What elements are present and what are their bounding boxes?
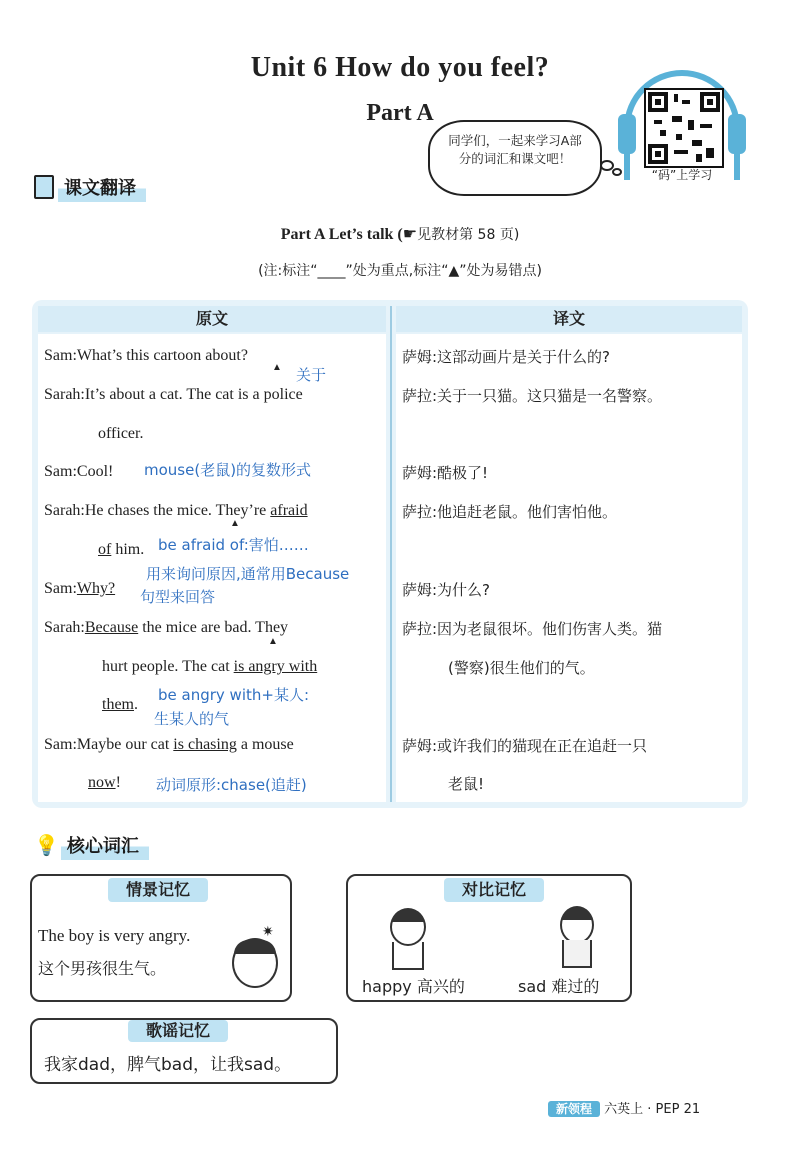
scene-title: 情景记忆	[108, 878, 208, 902]
line-12	[88, 773, 121, 793]
legend-note: (注:标注“____”处为重点,标注“▲”处为易错点)	[258, 263, 542, 279]
triangle-mark: ▲	[268, 636, 278, 647]
line-6	[98, 540, 144, 560]
line-8-c: the mice are bad. They	[138, 619, 289, 636]
line-8	[44, 618, 288, 638]
line-10-b: .	[134, 696, 138, 713]
line-7-key: Why?	[76, 580, 116, 597]
qr-code-icon[interactable]	[644, 88, 724, 168]
line-5-text: Sarah:He chases the mice. They’re	[44, 502, 267, 519]
section-vocab	[34, 830, 149, 860]
contrast-happy: happy 高兴的	[362, 977, 465, 996]
footer-text: 六英上 · PEP 21	[604, 1102, 701, 1117]
line-6-key: of	[98, 541, 112, 558]
annotation-why-1: 用来询问原因,通常用Because	[146, 565, 350, 583]
col-original: 原文	[38, 306, 386, 332]
qr-caption: “码”上学习	[651, 168, 713, 182]
rhyme-text: 我家dad，脾气bad，让我sad。	[44, 1055, 292, 1075]
line-7-text: Sam:	[44, 580, 77, 597]
contrast-sad: sad 难过的	[518, 977, 600, 996]
ear-right	[728, 114, 746, 154]
line-10	[102, 695, 138, 715]
line-8-key: Because	[84, 619, 139, 636]
annotation-angry-1: be angry with+某人:	[158, 686, 309, 704]
annotation-chase: 动词原形:chase(追赶)	[156, 776, 307, 794]
line-12-b: !	[115, 774, 121, 791]
ear-left	[618, 114, 636, 154]
annotation-why-2: 句型来回答	[140, 588, 216, 606]
part-title: Part A	[366, 100, 434, 126]
table-divider	[390, 306, 392, 802]
triangle-mark: ▲	[230, 518, 240, 529]
happy-boy-icon	[390, 908, 426, 946]
annotation-angry-2: 生某人的气	[154, 710, 230, 728]
brand-badge: 新领程	[548, 1101, 600, 1117]
trans-6: 萨拉:因为老鼠很坏。他们伤害人类。猫	[402, 620, 663, 638]
annotation-mouse: mouse(老鼠)的复数形式	[144, 461, 312, 479]
unit-title: Unit 6 How do you feel?	[250, 52, 550, 83]
annotation-about: 关于	[296, 366, 327, 384]
line-8-a: Sarah:	[44, 619, 85, 636]
annotation-afraid: be afraid of:害怕……	[158, 536, 309, 554]
line-12-key: now	[88, 774, 116, 791]
scene-cn: 这个男孩很生气。	[38, 959, 167, 978]
book-icon	[34, 175, 54, 199]
line-7	[44, 579, 115, 599]
section-label: 核心词汇	[61, 830, 149, 860]
section-translation	[34, 172, 146, 202]
scene-en: The boy is very angry.	[38, 926, 191, 945]
sad-girl-icon	[560, 906, 594, 944]
trans-7: (警察)很生他们的气。	[448, 659, 595, 677]
line-11-a: Sam:Maybe our cat	[44, 736, 174, 753]
line-5-key: afraid	[270, 502, 308, 519]
line-1: Sam:What’s this cartoon about?	[44, 347, 248, 364]
line-2: Sarah:It’s about a cat. The cat is a police	[44, 386, 303, 403]
bubble-tail-small	[612, 168, 622, 176]
line-4: Sam:Cool!	[44, 463, 114, 480]
talk-title: Part A Let’s talk (	[280, 226, 403, 243]
trans-3: 萨姆:酷极了!	[402, 464, 489, 482]
lightbulb-icon: 💡	[34, 833, 59, 857]
happy-boy-body	[392, 942, 424, 970]
line-11-c: a mouse	[236, 736, 294, 753]
line-9-key: is angry with	[233, 658, 318, 675]
col-translation: 译文	[396, 306, 742, 332]
line-9-a: hurt people. The cat	[102, 658, 234, 675]
line-11	[44, 735, 294, 755]
trans-4: 萨拉:他追赶老鼠。他们害怕他。	[402, 503, 618, 521]
rhyme-title: 歌谣记忆	[128, 1020, 228, 1042]
triangle-mark: ▲	[272, 362, 282, 373]
contrast-title: 对比记忆	[444, 878, 544, 902]
pointing-hand-icon: ☛	[402, 224, 418, 243]
trans-9: 老鼠!	[448, 775, 485, 793]
trans-2: 萨拉:关于一只猫。这只猫是一名警察。	[402, 387, 663, 405]
line-3: officer.	[98, 425, 144, 442]
bubble-text: 同学们，一起来学习A部分的词汇和课文吧！	[448, 133, 582, 166]
talk-heading	[0, 224, 800, 244]
line-5	[44, 501, 308, 521]
talk-ref: 见教材第 58 页)	[417, 227, 520, 243]
line-9	[102, 657, 317, 677]
line-6-text: him.	[111, 541, 145, 558]
qr-block[interactable]	[624, 70, 740, 180]
trans-8: 萨姆:或许我们的猫现在正在追赶一只	[402, 737, 648, 755]
page-footer	[548, 1098, 700, 1117]
trans-1: 萨姆:这部动画片是关于什么的?	[402, 348, 611, 366]
line-11-key: is chasing	[173, 736, 237, 753]
angry-boy-icon	[232, 938, 278, 988]
trans-5: 萨姆:为什么?	[402, 581, 491, 599]
sad-girl-body	[562, 940, 592, 968]
speech-bubble	[428, 120, 602, 196]
anger-mark-icon: ✷	[262, 924, 274, 940]
line-10-key: them	[102, 696, 134, 713]
section-label: 课文翻译	[58, 172, 146, 202]
